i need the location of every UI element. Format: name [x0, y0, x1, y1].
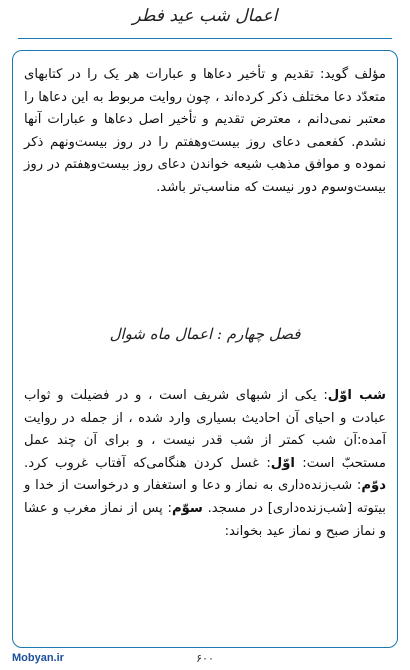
text-first: : غسل کردن هنگامی‌که آفتاب غروب کرد. [24, 455, 271, 471]
label-first: اوّل [270, 455, 295, 471]
header-divider [18, 38, 392, 39]
page-header [0, 0, 410, 44]
text-second: : شب‌زنده‌داری به نماز و دعا و استغفار و درخواست از خدا و بیتوته [شب‌زنده‌داری] در مسجد. [24, 478, 386, 516]
label-third: سوّم [172, 500, 203, 516]
watermark: Mobyan.ir [12, 652, 64, 664]
paragraph-author-note: مؤلف گوید: تقدیم و تأخیر دعاها و عبارات هر یک را در کتابهای متعدّد دعا مختلف ذکر کرده‌اند ، چون روایت مربوط به این دعاها را معتبر نمی‌دانم ، معترض تقدیم و تأخیر اصل دعاها و عبارات آنها نشدم. کفعمی دعای روز بیست‌وهفتم را در روز بیست‌ونهم ذکر نموده و موافق مذهب شیعه خواندن دعای روز بیست‌وهفتم در روز بیست‌وسوم دور نیست که مناسب‌تر باشد. [24, 67, 386, 195]
label-second: دوّم [361, 478, 386, 494]
paragraph-first-night [24, 385, 386, 543]
header-title: اعمال شب عید فطر [132, 6, 278, 26]
section-title: فصل چهارم : اعمال ماه شوال [109, 325, 301, 343]
text-first-night: : یکی از شبهای شریف است ، و در فضیلت و ثواب عبادت و احیای آن احادیث بسیاری وارد شده ، از جمله در روایت آمده:آن شب کمتر از شب قدر نیست ، و برای آن چند عمل مستحبّ است: [24, 388, 387, 471]
page-number: ۶۰۰ [196, 652, 214, 665]
text-third: : پس از نماز مغرب و عشا و نماز صبح و نماز عید بخواند: [24, 500, 386, 539]
label-first-night: شب اوّل [327, 388, 386, 403]
